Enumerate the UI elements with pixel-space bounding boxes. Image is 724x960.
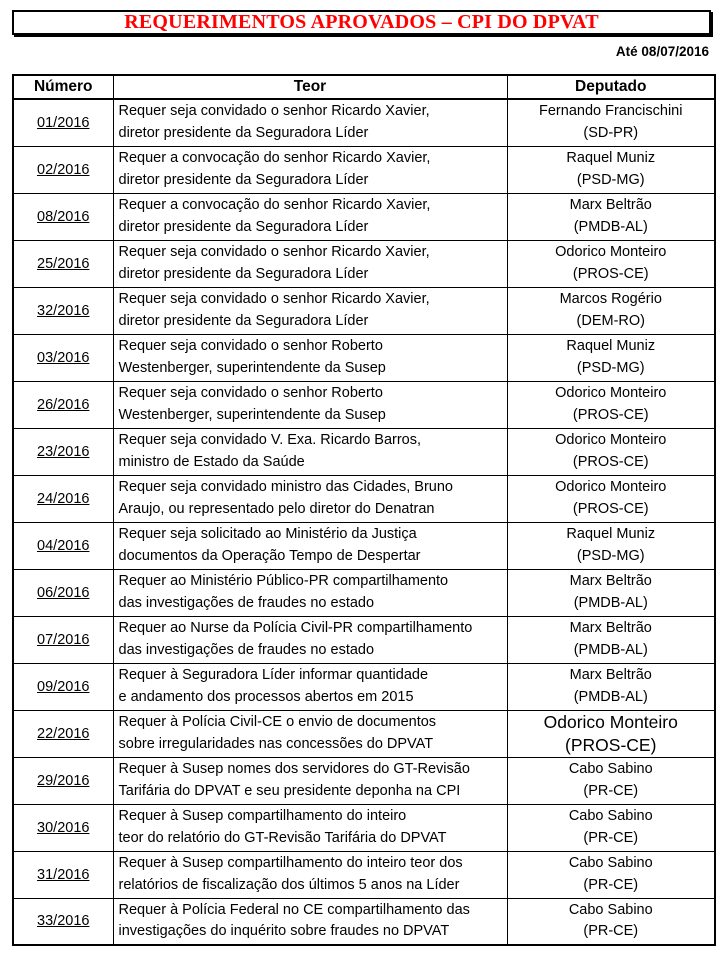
teor-line-2: das investigações de fraudes no estado xyxy=(118,594,375,611)
requerimento-numero-link[interactable]: 01/2016 xyxy=(13,99,113,146)
table-row xyxy=(13,287,715,334)
deputado-party: (PR-CE) xyxy=(583,923,639,940)
requerimento-teor xyxy=(113,663,507,710)
table-header-row xyxy=(13,75,715,99)
deputado-name: Marx Beltrão xyxy=(569,620,652,636)
requerimento-teor xyxy=(113,240,507,287)
teor-line-2: Tarifária do DPVAT e seu presidente deponha na CPI xyxy=(118,782,461,799)
deputado-name: Marx Beltrão xyxy=(569,667,652,683)
requerimento-numero-link[interactable]: 32/2016 xyxy=(13,287,113,334)
teor-line-1: Requer seja convidado o senhor Roberto xyxy=(118,385,383,401)
teor-line-2: teor do relatório do GT-Revisão Tarifária do DPVAT xyxy=(118,829,447,846)
teor-line-1: Requer à Polícia Civil-CE o envio de documentos xyxy=(118,714,437,730)
deputado-name: Fernando Francischini xyxy=(539,103,683,120)
requerimento-teor xyxy=(113,428,507,475)
teor-line-1: Requer ao Nurse da Polícia Civil-PR compartilhamento xyxy=(118,620,473,636)
requerimento-teor xyxy=(113,334,507,381)
requerimento-deputado xyxy=(507,475,715,522)
teor-line-2: diretor presidente da Seguradora Líder xyxy=(118,265,369,282)
table-row xyxy=(13,569,715,616)
table-row xyxy=(13,475,715,522)
deputado-party: (PROS-CE) xyxy=(565,734,657,755)
requerimento-deputado xyxy=(507,334,715,381)
teor-line-1: Requer seja convidado o senhor Ricardo Xavier, xyxy=(118,291,430,307)
requerimento-teor xyxy=(113,381,507,428)
teor-line-2: ministro de Estado da Saúde xyxy=(118,453,305,470)
teor-line-2: diretor presidente da Seguradora Líder xyxy=(118,312,369,329)
deputado-name: Cabo Sabino xyxy=(568,761,653,777)
teor-line-1: Requer seja convidado o senhor Ricardo Xavier, xyxy=(118,103,430,120)
requerimento-teor xyxy=(113,851,507,898)
column-header-numero: Número xyxy=(13,75,113,99)
requerimento-deputado xyxy=(507,851,715,898)
deputado-party: (PMDB-AL) xyxy=(573,218,648,235)
table-row xyxy=(13,193,715,240)
table-row xyxy=(13,334,715,381)
table-row xyxy=(13,240,715,287)
teor-line-1: Requer a convocação do senhor Ricardo Xavier, xyxy=(118,150,431,166)
deputado-party: (PMDB-AL) xyxy=(573,594,648,611)
teor-line-2: investigações do inquérito sobre fraudes no DPVAT xyxy=(118,923,450,940)
deputado-party: (PROS-CE) xyxy=(572,500,649,517)
deputado-name: Marcos Rogério xyxy=(559,291,662,307)
teor-line-1: Requer a convocação do senhor Ricardo Xavier, xyxy=(118,197,431,213)
table-row xyxy=(13,851,715,898)
requerimento-deputado xyxy=(507,522,715,569)
teor-line-2: das investigações de fraudes no estado xyxy=(118,641,375,658)
teor-line-2: diretor presidente da Seguradora Líder xyxy=(118,218,369,235)
deputado-party: (PROS-CE) xyxy=(572,265,649,282)
requerimento-teor xyxy=(113,569,507,616)
deputado-name: Odorico Monteiro xyxy=(555,479,667,495)
requerimento-teor xyxy=(113,710,507,757)
requerimento-deputado xyxy=(507,710,715,757)
teor-line-1: Requer seja solicitado ao Ministério da Justiça xyxy=(118,526,417,542)
requerimento-numero-link[interactable]: 29/2016 xyxy=(13,757,113,804)
requerimento-deputado xyxy=(507,287,715,334)
deputado-party: (PROS-CE) xyxy=(572,406,649,423)
teor-line-1: Requer à Susep compartilhamento do inteiro xyxy=(118,808,407,824)
teor-line-1: Requer à Susep compartilhamento do inteiro teor dos xyxy=(118,855,463,871)
requerimentos-table xyxy=(12,74,716,946)
teor-line-1: Requer à Seguradora Líder informar quantidade xyxy=(118,667,429,683)
teor-line-2: diretor presidente da Seguradora Líder xyxy=(118,171,369,188)
teor-line-1: Requer seja convidado V. Exa. Ricardo Barros, xyxy=(118,432,422,448)
requerimento-numero-link[interactable]: 06/2016 xyxy=(13,569,113,616)
requerimento-teor xyxy=(113,757,507,804)
requerimento-teor xyxy=(113,522,507,569)
requerimento-teor xyxy=(113,99,507,146)
deputado-party: (DEM-RO) xyxy=(576,312,645,329)
deputado-party: (PMDB-AL) xyxy=(573,641,648,658)
requerimento-deputado xyxy=(507,569,715,616)
requerimento-teor xyxy=(113,475,507,522)
deputado-name: Marx Beltrão xyxy=(569,197,652,213)
document-title-box xyxy=(12,10,711,35)
requerimento-deputado xyxy=(507,757,715,804)
deputado-party: (PSD-MG) xyxy=(576,547,645,564)
requerimento-numero-link[interactable]: 26/2016 xyxy=(13,381,113,428)
requerimento-numero-link[interactable]: 23/2016 xyxy=(13,428,113,475)
deputado-party: (PR-CE) xyxy=(583,782,639,799)
table-row xyxy=(13,663,715,710)
table-row xyxy=(13,898,715,945)
teor-line-1: Requer à Susep nomes dos servidores do GT-Revisão xyxy=(118,761,470,777)
deputado-party: (PR-CE) xyxy=(583,829,639,846)
deputado-name: Raquel Muniz xyxy=(566,338,656,354)
column-header-deputado: Deputado xyxy=(507,75,715,99)
requerimento-deputado xyxy=(507,240,715,287)
requerimento-deputado xyxy=(507,193,715,240)
teor-line-1: Requer seja convidado o senhor Ricardo Xavier, xyxy=(118,244,430,260)
deputado-party: (PSD-MG) xyxy=(576,359,645,376)
requerimento-numero-link[interactable]: 22/2016 xyxy=(13,710,113,757)
teor-line-2: Araujo, ou representado pelo diretor do Denatran xyxy=(118,500,435,517)
table-row xyxy=(13,616,715,663)
requerimento-teor xyxy=(113,146,507,193)
deputado-party: (PSD-MG) xyxy=(576,171,645,188)
deputado-party: (PR-CE) xyxy=(583,876,639,893)
requerimento-deputado xyxy=(507,663,715,710)
teor-line-2: relatórios de fiscalização dos últimos 5 anos na Líder xyxy=(118,876,460,893)
requerimento-numero-link[interactable]: 08/2016 xyxy=(13,193,113,240)
teor-line-2: Westenberger, superintendente da Susep xyxy=(118,359,386,376)
requerimento-numero-link[interactable]: 07/2016 xyxy=(13,616,113,663)
requerimento-teor xyxy=(113,898,507,945)
requerimento-numero-link[interactable]: 09/2016 xyxy=(13,663,113,710)
deputado-name: Raquel Muniz xyxy=(566,526,656,542)
requerimento-numero-link[interactable]: 04/2016 xyxy=(13,522,113,569)
requerimento-deputado xyxy=(507,804,715,851)
teor-line-2: diretor presidente da Seguradora Líder xyxy=(118,124,369,141)
requerimento-numero-link[interactable]: 02/2016 xyxy=(13,146,113,193)
teor-line-1: Requer seja convidado o senhor Roberto xyxy=(118,338,383,354)
requerimento-numero-link[interactable]: 03/2016 xyxy=(13,334,113,381)
table-row xyxy=(13,428,715,475)
requerimento-numero-link[interactable]: 24/2016 xyxy=(13,475,113,522)
teor-line-1: Requer seja convidado ministro das Cidades, Bruno xyxy=(118,479,453,495)
table-row xyxy=(13,522,715,569)
requerimento-numero-link[interactable]: 31/2016 xyxy=(13,851,113,898)
teor-line-1: Requer à Polícia Federal no CE compartilhamento das xyxy=(118,901,470,918)
deputado-name: Cabo Sabino xyxy=(568,855,653,871)
requerimento-teor xyxy=(113,193,507,240)
teor-line-2: e andamento dos processos abertos em 2015 xyxy=(118,688,414,705)
document-title: REQUERIMENTOS APROVADOS – CPI DO DPVAT xyxy=(124,11,599,33)
deputado-name: Odorico Monteiro xyxy=(543,711,678,732)
requerimento-teor xyxy=(113,616,507,663)
requerimento-numero-link[interactable]: 33/2016 xyxy=(13,898,113,945)
deputado-party: (SD-PR) xyxy=(583,124,639,141)
table-row xyxy=(13,381,715,428)
deputado-party: (PMDB-AL) xyxy=(573,688,648,705)
deputado-name: Odorico Monteiro xyxy=(555,432,667,448)
teor-line-2: Westenberger, superintendente da Susep xyxy=(118,406,386,423)
requerimento-numero-link[interactable]: 30/2016 xyxy=(13,804,113,851)
requerimento-deputado xyxy=(507,898,715,945)
deputado-name: Cabo Sabino xyxy=(568,808,653,824)
deputado-name: Cabo Sabino xyxy=(568,901,653,918)
requerimento-teor xyxy=(113,287,507,334)
deputado-name: Odorico Monteiro xyxy=(555,244,667,260)
deputado-name: Marx Beltrão xyxy=(569,573,652,589)
requerimento-deputado xyxy=(507,381,715,428)
deputado-party: (PROS-CE) xyxy=(572,453,649,470)
date-note: Até 08/07/2016 xyxy=(615,44,709,59)
deputado-name: Raquel Muniz xyxy=(566,150,656,166)
table-row xyxy=(13,99,715,146)
table-row xyxy=(13,804,715,851)
deputado-name: Odorico Monteiro xyxy=(555,385,667,401)
table-row xyxy=(13,710,715,757)
requerimento-deputado xyxy=(507,146,715,193)
requerimento-numero-link[interactable]: 25/2016 xyxy=(13,240,113,287)
requerimento-deputado xyxy=(507,428,715,475)
table-row xyxy=(13,146,715,193)
teor-line-2: documentos da Operação Tempo de Despertar xyxy=(118,547,421,564)
teor-line-1: Requer ao Ministério Público-PR compartilhamento xyxy=(118,573,449,589)
teor-line-2: sobre irregularidades nas concessões do DPVAT xyxy=(118,735,434,752)
requerimento-deputado xyxy=(507,99,715,146)
requerimento-teor xyxy=(113,804,507,851)
column-header-teor: Teor xyxy=(113,75,507,99)
table-row xyxy=(13,757,715,804)
requerimento-deputado xyxy=(507,616,715,663)
